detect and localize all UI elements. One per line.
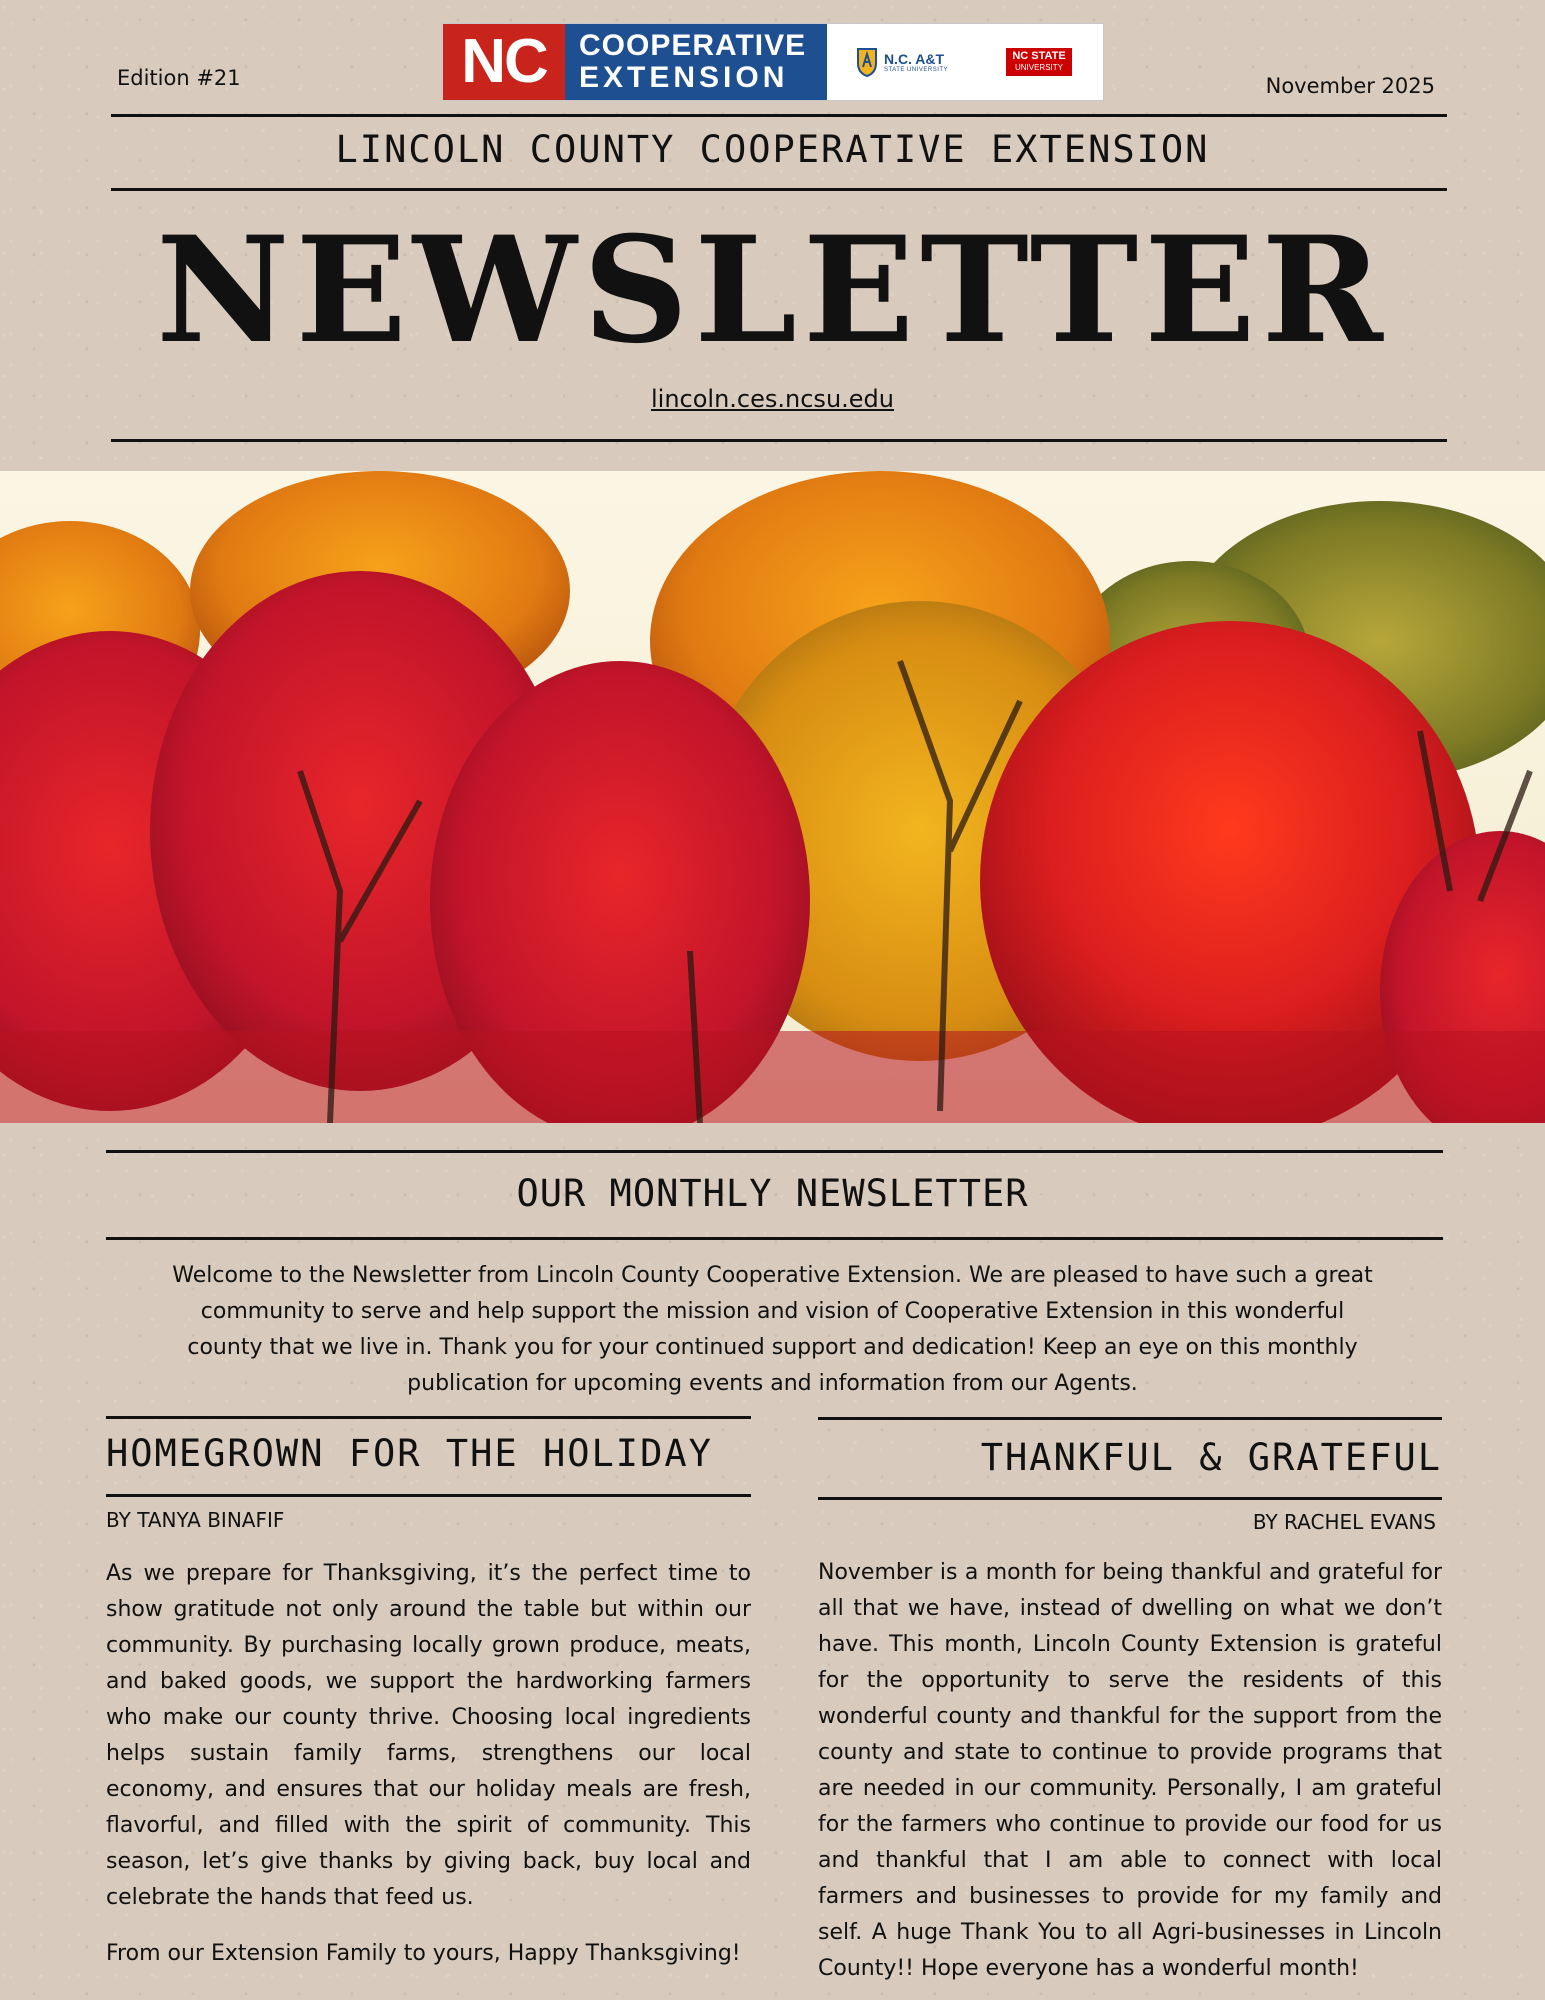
article-byline: BY TANYA BINAFIF <box>106 1508 285 1532</box>
article-body: November is a month for being thankful and grateful for all that we have, instead of dwelling on what we don’t have. This month, Lincoln County Extension is grateful for the opportunity to serve the residents of this wonderful county and thankful for the support from the county and state to continue to provide programs that are needed in our community. Personally, I am grateful for the farmers who continue to provide our food for us and thankful that I am able to connect with local farmers and businesses to provide for my family and self. A huge Thank You to all Agri-businesses in Lincoln County!! Hope everyone has a wonderful month! <box>818 1560 1442 1981</box>
intro-paragraph: Welcome to the Newsletter from Lincoln County Cooperative Extension. We are pleased to have such a great community to serve and help support the mission and vision of Cooperative Extension in this wonderful county that we live in. Thank you for your continued support and dedication! Keep an eye on this monthly publication for upcoming events and information from our Agents. <box>172 1263 1373 1396</box>
website-link[interactable]: lincoln.ces.ncsu.edu <box>651 385 894 413</box>
autumn-trees-image <box>0 471 1545 1123</box>
divider <box>111 114 1447 117</box>
masthead-title: NEWSLETTER <box>156 205 1389 376</box>
edition-number: Edition #21 <box>117 66 241 90</box>
divider <box>106 1416 751 1419</box>
divider <box>106 1150 1443 1153</box>
divider <box>818 1417 1442 1420</box>
aggie-shield-icon <box>856 47 878 77</box>
divider <box>111 188 1447 191</box>
divider <box>106 1494 751 1497</box>
nc-logo: NC <box>443 24 565 100</box>
divider <box>106 1237 1443 1240</box>
ncstate-logo <box>977 24 1101 100</box>
section-title: OUR MONTHLY NEWSLETTER <box>516 1172 1029 1215</box>
partner-logos[interactable] <box>442 23 1104 101</box>
issue-date: November 2025 <box>1265 74 1435 98</box>
logo-line-2: EXTENSION <box>579 61 789 94</box>
article-title: HOMEGROWN FOR THE HOLIDAY <box>106 1432 713 1475</box>
divider <box>111 439 1447 442</box>
article-title: THANKFUL & GRATEFUL <box>980 1436 1442 1479</box>
article-byline: BY RACHEL EVANS <box>1252 1510 1436 1534</box>
article-closing: From our Extension Family to yours, Happy Thanksgiving! <box>106 1941 741 1966</box>
ncstate-name: NC STATE <box>1012 50 1066 62</box>
divider <box>818 1497 1442 1500</box>
ncat-logo <box>827 24 977 100</box>
ncat-sub: STATE UNIVERSITY <box>883 67 949 73</box>
article-body: As we prepare for Thanksgiving, it’s the perfect time to show gratitude not only around the table but within our community. By purchasing locally grown produce, meats, and baked goods, we support the hardworking farmers who make our county thrive. Choosing local ingredients helps sustain family farms, strengthens our local economy, and ensures that our holiday meals are fresh, flavorful, and filled with the spirit of community. This season, let’s give thanks by giving back, buy local and celebrate the hands that feed us. <box>106 1561 751 1910</box>
county-title: LINCOLN COUNTY COOPERATIVE EXTENSION <box>335 128 1210 171</box>
ncstate-sub: UNIVERSITY <box>1014 63 1063 72</box>
ncat-name: N.C. A&T <box>883 51 945 67</box>
cooperative-extension-logo <box>565 24 827 100</box>
logo-line-1: COOPERATIVE <box>579 29 807 62</box>
